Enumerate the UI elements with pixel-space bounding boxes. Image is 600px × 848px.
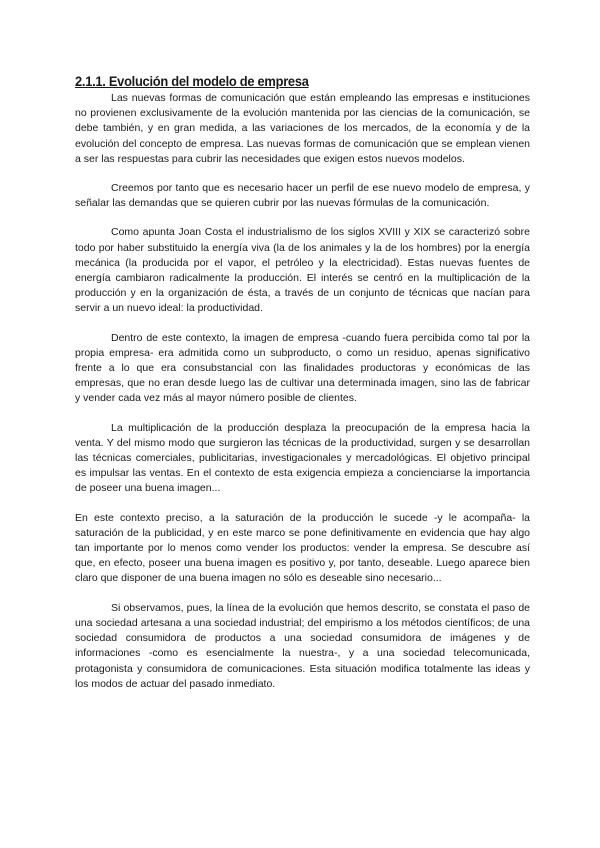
paragraph-7: Si observamos, pues, la línea de la evolución que hemos descrito, se constata el paso de una sociedad artesana a una sociedad industrial; del empirismo a los métodos científicos; de una sociedad consumidora de productos a una sociedad consumidora de imágenes y de informaciones -como es esencialmente la nuestra-, y a una sociedad telecomunicada, protagonista y consumidora de comunicaciones. Esta situación modifica totalmente las ideas y los modos de actuar del pasado inmediato. [75,601,530,690]
paragraph-3: Como apunta Joan Costa el industrialismo de los siglos XVIII y XIX se caracterizó sobre todo por haber substituido la energía viva (la de los animales y la de los hombres) por la energía mecánica (la producida por el vapor, el petróleo y la electricidad). Estas nuevas fuentes de energía cambiaron radicalmente la producción. El interés se centró en la multiplicación de la producción y en la organización de ésta, a través de un conjunto de técnicas que nacían para servir a un nuevo ideal: la productividad. [75,226,530,315]
paragraph-6: En este contexto preciso, a la saturación de la producción le sucede -y le acompaña- la saturación de la publicidad, y en este marco se pone definitivamente en evidencia que hay algo tan importante por lo menos como vender los productos: vender la empresa. Se descubre así que, en efecto, poseer una buena imagen es positivo y, por tanto, deseable. Luego aparece bien claro que disponer de una buena imagen no sólo es deseable sino necesario... [75,511,530,585]
paragraph-spacer [75,211,530,225]
paragraph-spacer [75,587,530,601]
paragraph-spacer [75,497,530,511]
paragraph-spacer [75,167,530,181]
section-heading: 2.1.1. Evolución del modelo de empresa [75,73,309,89]
paragraph-5: La multiplicación de la producción desplaza la preocupación de la empresa hacia la venta. Y del mismo modo que surgieron las técnicas de la productividad, surgen y se desarrollan las técnicas comerciales, publicitarias, investigacionales y mercadológicas. El objetivo principal es impulsar las ventas. En el contexto de esta exigencia empieza a concienciarse la importancia de poseer una buena imagen... [75,421,530,495]
paragraph-spacer [75,407,530,421]
document-page [75,72,530,692]
paragraph-1: Las nuevas formas de comunicación que están empleando las empresas e instituciones no provienen exclusivamente de la evolución mantenida por las ciencias de la comunicación, se debe también, y en gran medida, a las variaciones de los mercados, de la economía y de la evolución del concepto de empresa. Las nuevas formas de comunicación que se emplean vienen a ser las respuestas para cubrir las necesidades que exigen estos nuevos modelos. [75,92,530,165]
paragraph-spacer [75,317,530,331]
paragraph-2: Creemos por tanto que es necesario hacer un perfil de ese nuevo modelo de empresa, y señalar las demandas que se quieren cubrir por las nuevas fórmulas de la comunicación. [75,182,530,210]
paragraph-4: Dentro de este contexto, la imagen de empresa -cuando fuera percibida como tal por la propia empresa- era admitida como un subproducto, o como un residuo, apenas significativo frente a lo que era consubstancial con las finalidades productoras y económicas de las empresas, que no eran desde luego las de cultivar una determinada imagen, sino las de fabricar y vender cada vez más al mayor número posible de clientes. [75,331,530,405]
